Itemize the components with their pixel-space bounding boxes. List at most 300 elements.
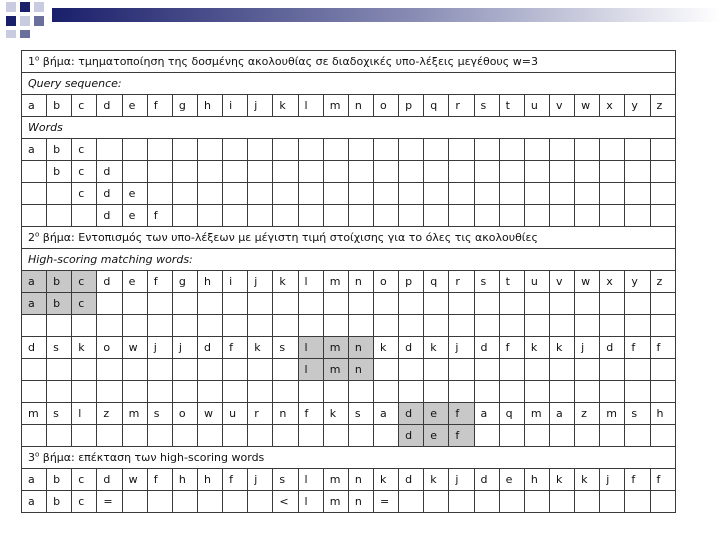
- table-cell: [197, 205, 222, 227]
- table-cell: [399, 359, 424, 381]
- table-cell: w: [122, 469, 147, 491]
- table-cell: [197, 139, 222, 161]
- table-cell: r: [449, 95, 474, 117]
- table-cell: i: [223, 95, 248, 117]
- table-cell: [273, 381, 298, 403]
- table-cell: [549, 315, 574, 337]
- step1-title-row: [22, 51, 676, 73]
- step2-title-ordinal: ο: [35, 230, 40, 239]
- table-cell: c: [72, 293, 97, 315]
- table-cell: [97, 293, 122, 315]
- table-cell: [625, 359, 650, 381]
- table-cell: p: [399, 95, 424, 117]
- table-cell: d: [197, 337, 222, 359]
- table-cell: [625, 139, 650, 161]
- table-cell: [172, 293, 197, 315]
- table-cell: [323, 381, 348, 403]
- table-cell: k: [524, 337, 549, 359]
- table-cell: c: [72, 95, 97, 117]
- table-cell: [499, 315, 524, 337]
- words-label-row: [22, 117, 676, 139]
- table-cell: q: [499, 403, 524, 425]
- high-scoring-row: [22, 425, 676, 447]
- table-cell: [625, 161, 650, 183]
- table-cell: [147, 161, 172, 183]
- table-cell: x: [600, 271, 625, 293]
- table-cell: [47, 183, 72, 205]
- table-cell: [47, 359, 72, 381]
- table-cell: k: [575, 469, 600, 491]
- step2-title-row: [22, 227, 676, 249]
- table-cell: [223, 425, 248, 447]
- table-cell: [449, 293, 474, 315]
- table-cell: [575, 315, 600, 337]
- table-cell: [399, 293, 424, 315]
- word-row: [22, 161, 676, 183]
- step2-title-number: 2: [28, 231, 35, 244]
- table-cell: j: [575, 337, 600, 359]
- table-cell: [499, 161, 524, 183]
- table-cell: [147, 425, 172, 447]
- table-cell: n: [348, 469, 373, 491]
- table-cell: [223, 491, 248, 513]
- table-cell: d: [97, 205, 122, 227]
- table-cell: h: [172, 469, 197, 491]
- table-cell: n: [273, 403, 298, 425]
- table-cell: [575, 183, 600, 205]
- step3-title-ordinal: ο: [35, 450, 40, 459]
- high-scoring-row: [22, 359, 676, 381]
- table-cell: b: [47, 469, 72, 491]
- table-cell: [549, 491, 574, 513]
- table-cell: h: [650, 403, 675, 425]
- table-cell: [223, 139, 248, 161]
- step2-title-text: βήμα: Εντοπισμός των υπο-λέξεων με μέγιστη τιμή στοίχισης για το όλες τις ακολουθίες: [39, 231, 538, 244]
- table-cell: k: [323, 403, 348, 425]
- table-cell: [449, 491, 474, 513]
- table-cell: [499, 425, 524, 447]
- table-cell: [474, 491, 499, 513]
- table-cell: [399, 315, 424, 337]
- table-cell: [122, 139, 147, 161]
- table-cell: q: [424, 95, 449, 117]
- table-cell: k: [248, 337, 273, 359]
- table-cell: [172, 425, 197, 447]
- table-cell: [197, 381, 222, 403]
- table-cell: i: [223, 271, 248, 293]
- table-cell: [650, 183, 675, 205]
- table-cell: [600, 183, 625, 205]
- table-cell: [348, 425, 373, 447]
- table-cell: [97, 315, 122, 337]
- table-cell: [650, 491, 675, 513]
- table-cell: b: [47, 139, 72, 161]
- high-scoring-label-row: [22, 249, 676, 271]
- table-cell: =: [373, 491, 398, 513]
- table-cell: [72, 425, 97, 447]
- table-cell: d: [474, 337, 499, 359]
- table-cell: [172, 183, 197, 205]
- table-cell: [348, 183, 373, 205]
- table-cell: [323, 205, 348, 227]
- table-cell: [449, 139, 474, 161]
- table-cell: f: [449, 403, 474, 425]
- table-cell: [600, 315, 625, 337]
- table-cell: [273, 161, 298, 183]
- table-cell: [549, 293, 574, 315]
- table-cell: [97, 359, 122, 381]
- table-cell: x: [600, 95, 625, 117]
- table-cell: w: [575, 95, 600, 117]
- table-cell: o: [97, 337, 122, 359]
- table-cell: r: [449, 271, 474, 293]
- table-cell: n: [348, 491, 373, 513]
- table-cell: [625, 491, 650, 513]
- table-cell: s: [147, 403, 172, 425]
- table-cell: [524, 315, 549, 337]
- high-scoring-row: [22, 315, 676, 337]
- table-cell: c: [72, 183, 97, 205]
- table-cell: a: [549, 403, 574, 425]
- table-cell: e: [122, 95, 147, 117]
- table-cell: [223, 205, 248, 227]
- table-cell: [600, 161, 625, 183]
- table-cell: [499, 359, 524, 381]
- table-cell: d: [399, 425, 424, 447]
- table-cell: [72, 359, 97, 381]
- table-cell: f: [223, 337, 248, 359]
- table-cell: f: [625, 337, 650, 359]
- table-cell: [323, 139, 348, 161]
- table-cell: [147, 315, 172, 337]
- table-cell: [197, 425, 222, 447]
- table-cell: a: [474, 403, 499, 425]
- table-cell: f: [449, 425, 474, 447]
- table-cell: [424, 491, 449, 513]
- table-cell: [449, 183, 474, 205]
- table-cell: [172, 161, 197, 183]
- table-cell: [600, 293, 625, 315]
- table-cell: [625, 183, 650, 205]
- table-cell: [373, 205, 398, 227]
- table-cell: w: [575, 271, 600, 293]
- table-cell: [424, 139, 449, 161]
- high-scoring-row: [22, 271, 676, 293]
- table-cell: [524, 161, 549, 183]
- table-cell: [549, 161, 574, 183]
- table-cell: [273, 183, 298, 205]
- table-cell: [474, 139, 499, 161]
- table-cell: [600, 381, 625, 403]
- table-cell: [524, 139, 549, 161]
- table-cell: [348, 315, 373, 337]
- table-cell: [147, 359, 172, 381]
- table-cell: [499, 491, 524, 513]
- table-cell: [600, 205, 625, 227]
- table-cell: [22, 359, 47, 381]
- table-cell: h: [197, 271, 222, 293]
- table-cell: z: [650, 271, 675, 293]
- table-cell: <: [273, 491, 298, 513]
- table-cell: [549, 359, 574, 381]
- table-cell: d: [22, 337, 47, 359]
- query-label-row: [22, 73, 676, 95]
- table-cell: [97, 425, 122, 447]
- table-cell: [625, 381, 650, 403]
- table-cell: [72, 315, 97, 337]
- table-cell: [650, 205, 675, 227]
- table-cell: [122, 491, 147, 513]
- table-cell: [524, 293, 549, 315]
- table-cell: [22, 161, 47, 183]
- table-cell: [449, 205, 474, 227]
- table-cell: [575, 491, 600, 513]
- table-cell: s: [47, 337, 72, 359]
- table-cell: j: [449, 337, 474, 359]
- table-cell: [273, 293, 298, 315]
- table-cell: [625, 293, 650, 315]
- table-cell: [197, 293, 222, 315]
- table-cell: [223, 381, 248, 403]
- table-cell: k: [273, 95, 298, 117]
- table-cell: k: [72, 337, 97, 359]
- table-cell: [474, 183, 499, 205]
- table-cell: [172, 381, 197, 403]
- table-cell: t: [499, 95, 524, 117]
- table-cell: m: [323, 491, 348, 513]
- table-cell: d: [97, 271, 122, 293]
- table-cell: m: [323, 95, 348, 117]
- table-cell: a: [22, 95, 47, 117]
- table-cell: [273, 425, 298, 447]
- table-cell: k: [549, 469, 574, 491]
- table-cell: [524, 205, 549, 227]
- table-cell: [147, 139, 172, 161]
- word-row: [22, 205, 676, 227]
- table-cell: [122, 425, 147, 447]
- table-cell: [575, 161, 600, 183]
- table-cell: [172, 315, 197, 337]
- table-cell: n: [348, 337, 373, 359]
- table-cell: [47, 205, 72, 227]
- table-cell: e: [122, 183, 147, 205]
- table-cell: [22, 381, 47, 403]
- table-cell: [424, 205, 449, 227]
- table-cell: [424, 293, 449, 315]
- table-cell: [424, 183, 449, 205]
- table-cell: [625, 315, 650, 337]
- table-cell: [373, 381, 398, 403]
- table-cell: [650, 425, 675, 447]
- table-cell: l: [298, 469, 323, 491]
- table-cell: [248, 491, 273, 513]
- table-cell: [323, 293, 348, 315]
- table-cell: s: [47, 403, 72, 425]
- table-cell: v: [549, 271, 574, 293]
- high-scoring-row: [22, 403, 676, 425]
- table-cell: [197, 315, 222, 337]
- table-cell: [549, 425, 574, 447]
- table-cell: f: [298, 403, 323, 425]
- table-cell: [474, 425, 499, 447]
- table-cell: a: [373, 403, 398, 425]
- table-cell: [399, 161, 424, 183]
- table-cell: s: [273, 337, 298, 359]
- table-cell: [650, 161, 675, 183]
- table-cell: e: [424, 425, 449, 447]
- table-cell: [449, 315, 474, 337]
- table-cell: [273, 359, 298, 381]
- table-cell: [298, 139, 323, 161]
- table-cell: [323, 183, 348, 205]
- table-cell: [147, 183, 172, 205]
- table-cell: [47, 315, 72, 337]
- table-cell: o: [373, 95, 398, 117]
- table-cell: [122, 359, 147, 381]
- table-cell: o: [172, 403, 197, 425]
- table-cell: c: [72, 139, 97, 161]
- table-cell: [298, 425, 323, 447]
- table-cell: [248, 425, 273, 447]
- table-cell: [399, 139, 424, 161]
- table-cell: [97, 139, 122, 161]
- table-cell: c: [72, 161, 97, 183]
- table-cell: [474, 293, 499, 315]
- table-cell: d: [399, 403, 424, 425]
- table-cell: k: [273, 271, 298, 293]
- table-cell: [248, 161, 273, 183]
- table-cell: f: [147, 469, 172, 491]
- table-cell: [449, 161, 474, 183]
- table-cell: [298, 161, 323, 183]
- table-cell: n: [348, 359, 373, 381]
- table-cell: b: [47, 271, 72, 293]
- words-label: Words: [22, 117, 676, 139]
- table-cell: j: [172, 337, 197, 359]
- table-cell: w: [122, 337, 147, 359]
- table-cell: l: [298, 359, 323, 381]
- table-cell: m: [122, 403, 147, 425]
- table-cell: [197, 359, 222, 381]
- table-cell: l: [72, 403, 97, 425]
- table-cell: r: [248, 403, 273, 425]
- table-cell: s: [348, 403, 373, 425]
- table-cell: g: [172, 95, 197, 117]
- table-cell: f: [650, 469, 675, 491]
- step1-title-ordinal: ο: [35, 54, 40, 63]
- table-cell: b: [47, 293, 72, 315]
- table-cell: h: [524, 469, 549, 491]
- table-cell: [348, 139, 373, 161]
- table-cell: l: [298, 95, 323, 117]
- table-cell: [223, 315, 248, 337]
- table-cell: d: [474, 469, 499, 491]
- table-cell: [600, 139, 625, 161]
- title-decoration: [0, 0, 720, 40]
- word-row: [22, 139, 676, 161]
- table-cell: [373, 293, 398, 315]
- table-cell: [298, 205, 323, 227]
- table-cell: g: [172, 271, 197, 293]
- table-cell: f: [147, 95, 172, 117]
- table-cell: [474, 359, 499, 381]
- table-cell: [373, 425, 398, 447]
- table-cell: [248, 381, 273, 403]
- table-cell: k: [424, 469, 449, 491]
- table-cell: f: [147, 271, 172, 293]
- table-cell: [650, 139, 675, 161]
- table-cell: [298, 293, 323, 315]
- table-cell: h: [197, 95, 222, 117]
- table-cell: f: [625, 469, 650, 491]
- table-cell: [424, 359, 449, 381]
- table-cell: [22, 315, 47, 337]
- table-cell: [549, 139, 574, 161]
- table-cell: [399, 381, 424, 403]
- table-cell: [549, 183, 574, 205]
- table-cell: [575, 359, 600, 381]
- table-cell: e: [499, 469, 524, 491]
- table-cell: m: [600, 403, 625, 425]
- table-cell: [524, 491, 549, 513]
- step3-title: [22, 447, 676, 469]
- table-cell: [474, 315, 499, 337]
- table-cell: [122, 161, 147, 183]
- table-cell: s: [474, 271, 499, 293]
- table-cell: [122, 293, 147, 315]
- table-cell: u: [524, 271, 549, 293]
- table-cell: [424, 381, 449, 403]
- table-cell: a: [22, 271, 47, 293]
- table-cell: [650, 293, 675, 315]
- table-cell: k: [373, 337, 398, 359]
- table-cell: [549, 381, 574, 403]
- table-cell: [22, 205, 47, 227]
- table-cell: w: [197, 403, 222, 425]
- table-cell: [172, 205, 197, 227]
- table-cell: e: [424, 403, 449, 425]
- table-cell: [449, 359, 474, 381]
- table-cell: [373, 183, 398, 205]
- table-cell: v: [549, 95, 574, 117]
- table-cell: y: [625, 271, 650, 293]
- table-cell: t: [499, 271, 524, 293]
- high-scoring-label: High-scoring matching words:: [22, 249, 676, 271]
- table-cell: [524, 425, 549, 447]
- table-cell: k: [424, 337, 449, 359]
- table-cell: [524, 359, 549, 381]
- table-cell: c: [72, 491, 97, 513]
- table-cell: [348, 381, 373, 403]
- table-cell: [625, 425, 650, 447]
- table-cell: [600, 425, 625, 447]
- table-cell: q: [424, 271, 449, 293]
- step3-title-text: βήμα: επέκταση των high-scoring words: [39, 451, 265, 464]
- table-cell: [122, 315, 147, 337]
- table-cell: a: [22, 469, 47, 491]
- table-cell: [499, 381, 524, 403]
- table-cell: [600, 359, 625, 381]
- table-cell: [549, 205, 574, 227]
- table-cell: f: [650, 337, 675, 359]
- table-cell: [449, 381, 474, 403]
- table-cell: [348, 293, 373, 315]
- table-cell: [499, 293, 524, 315]
- table-cell: [172, 139, 197, 161]
- table-cell: [47, 425, 72, 447]
- table-cell: [22, 183, 47, 205]
- table-cell: b: [47, 491, 72, 513]
